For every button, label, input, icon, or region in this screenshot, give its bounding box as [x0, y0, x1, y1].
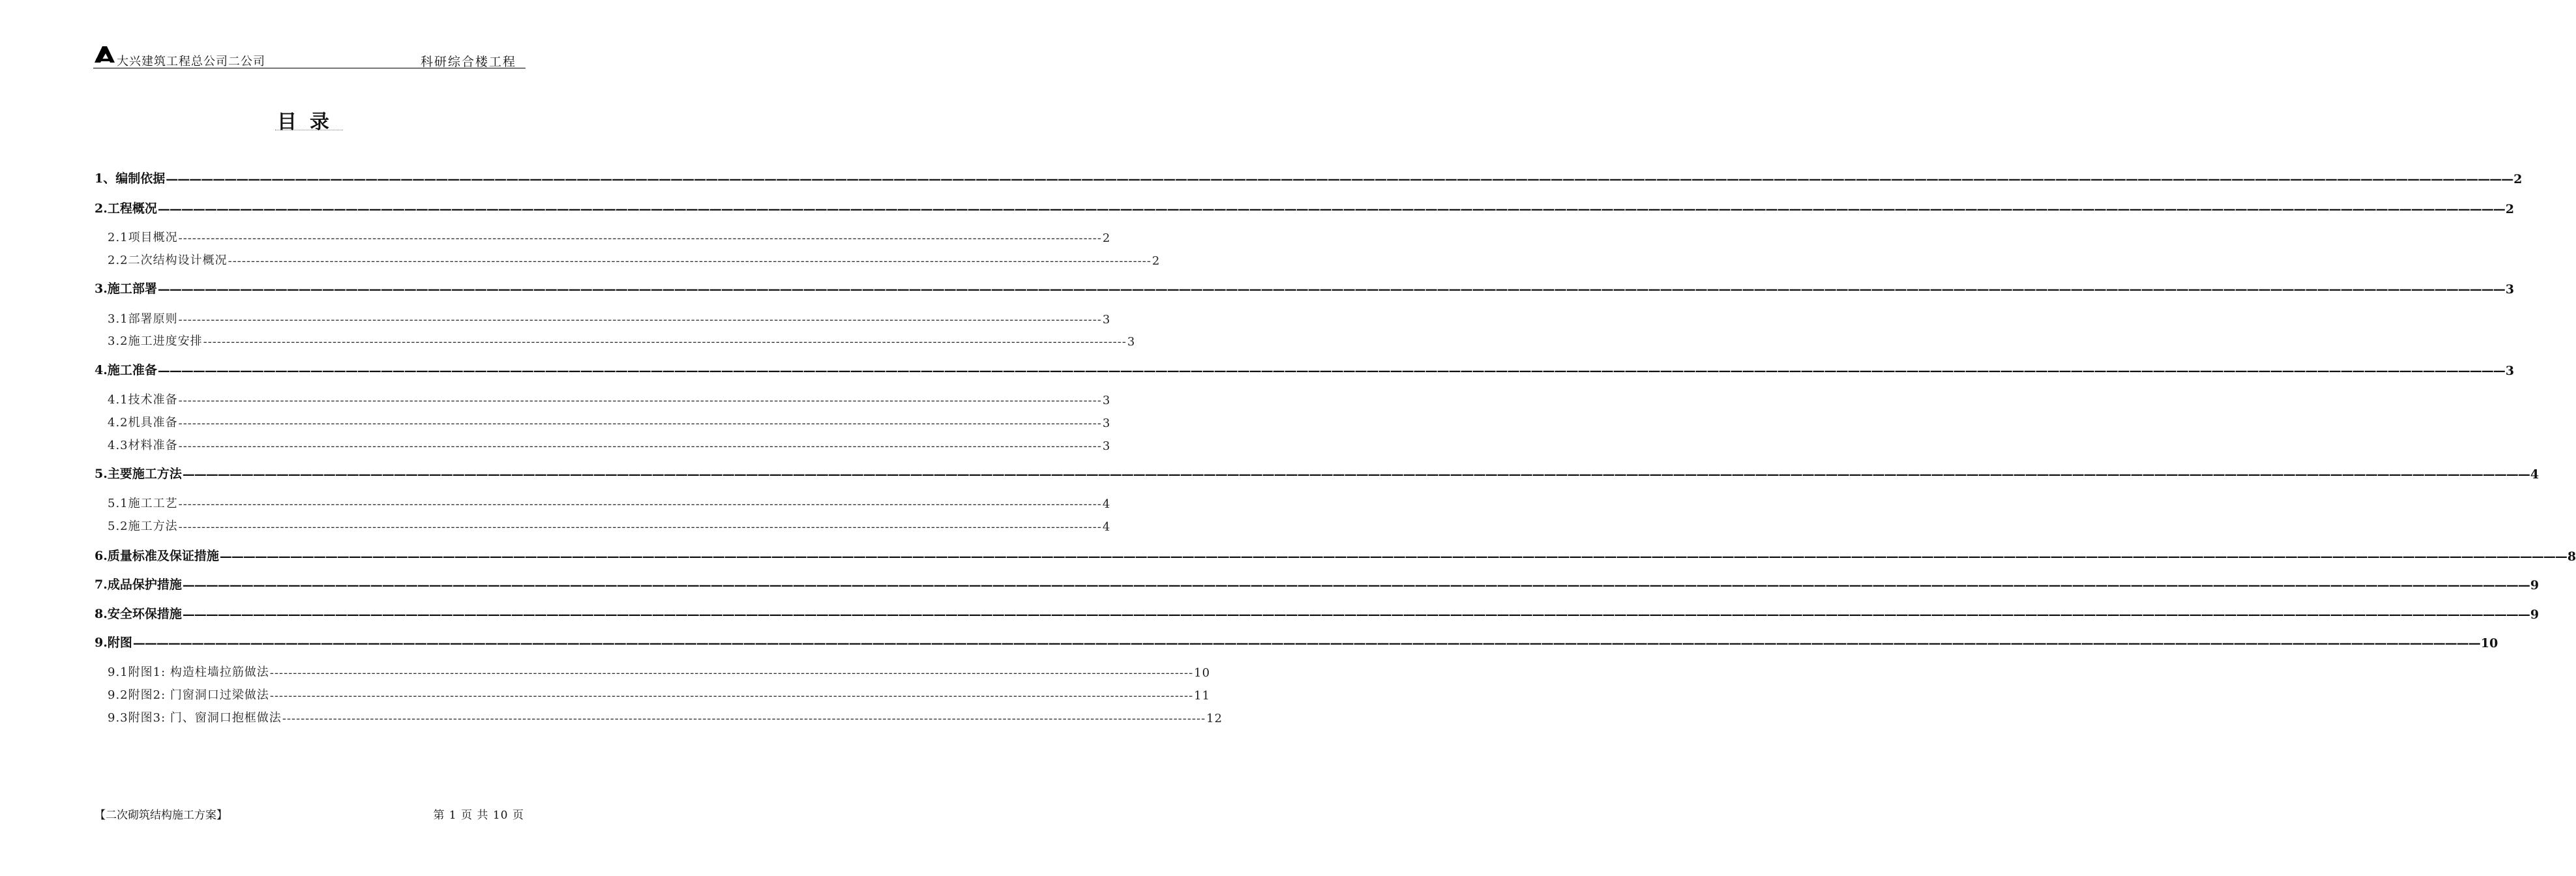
- toc-dot-leader: ————————————————————————————————————————————————————————————————————————————————————————————————————————————————————————————————————————————————————————————————————————————————————————————————————————: [166, 172, 2513, 186]
- toc-dot-leader: --------------------------------------------------------------------------------------------------------------------------------------------------------------------------------------------------------: [178, 497, 1103, 511]
- toc-entry[interactable]: [108, 227, 1111, 245]
- toc-dot-leader: ————————————————————————————————————————————————————————————————————————————————————————————————————————————————————————————————————————————————————————————————————————————————————————————————————————: [132, 636, 2480, 650]
- toc-entry[interactable]: [95, 360, 2515, 378]
- toc-entry[interactable]: [95, 604, 2539, 622]
- toc-dot-leader: --------------------------------------------------------------------------------------------------------------------------------------------------------------------------------------------------------: [178, 439, 1103, 453]
- toc-dot-leader: ————————————————————————————————————————————————————————————————————————————————————————————————————————————————————————————————————————————————————————————————————————————————————————————————————————: [157, 202, 2505, 216]
- toc-entry[interactable]: [95, 278, 2515, 297]
- footer-document-name: 【二次砌筑结构施工方案】: [95, 809, 228, 822]
- toc-dot-leader: --------------------------------------------------------------------------------------------------------------------------------------------------------------------------------------------------------: [269, 689, 1194, 703]
- toc-entry-page-number: 2: [2505, 202, 2515, 216]
- toc-dot-leader: --------------------------------------------------------------------------------------------------------------------------------------------------------------------------------------------------------: [178, 231, 1103, 245]
- toc-entry-page-number: 8: [2567, 549, 2576, 564]
- toc-entry-page-number: 12: [1206, 712, 1223, 725]
- toc-entry-label: 4.3材料准备: [108, 439, 178, 452]
- toc-entry[interactable]: [95, 198, 2515, 216]
- toc-entry-label: 8.安全环保措施: [95, 607, 182, 621]
- toc-dot-leader: ————————————————————————————————————————————————————————————————————————————————————————————————————————————————————————————————————————————————————————————————————————————————————————————————————————: [182, 607, 2530, 622]
- toc-dot-leader: --------------------------------------------------------------------------------------------------------------------------------------------------------------------------------------------------------: [178, 416, 1103, 430]
- toc-entry-label: 9.附图: [95, 635, 132, 650]
- toc-entry-label: 6.质量标准及保证措施: [95, 549, 219, 563]
- toc-entry[interactable]: [108, 308, 1111, 327]
- toc-dot-leader: ————————————————————————————————————————————————————————————————————————————————————————————————————————————————————————————————————————————————————————————————————————————————————————————————————————: [182, 578, 2530, 592]
- toc-entry-label: 7.成品保护措施: [95, 577, 182, 592]
- toc-entry-page-number: 4: [2530, 467, 2539, 482]
- toc-entry-label: 4.1技术准备: [108, 393, 178, 407]
- toc-entry-label: 9.3附图3: 门、窗洞口抱框做法: [108, 711, 282, 725]
- toc-entry[interactable]: [108, 707, 1223, 725]
- company-name: 大兴建筑工程总公司二公司: [117, 55, 265, 68]
- toc-entry-label: 3.1部署原则: [108, 312, 178, 326]
- toc-entry[interactable]: [95, 463, 2539, 482]
- toc-entry[interactable]: [108, 662, 1211, 680]
- toc-entry-label: 9.1附图1: 构造柱墙拉筋做法: [108, 665, 269, 679]
- page-header: [93, 43, 526, 68]
- toc-dot-leader: ————————————————————————————————————————————————————————————————————————————————————————————————————————————————————————————————————————————————————————————————————————————————————————————————————————: [182, 467, 2530, 482]
- toc-entry[interactable]: [108, 389, 1111, 407]
- toc-entry[interactable]: [108, 493, 1111, 511]
- toc-entry-page-number: 2: [1103, 231, 1111, 245]
- toc-entry[interactable]: [95, 168, 2523, 186]
- toc-entry-page-number: 2: [1152, 254, 1161, 268]
- toc-dot-leader: --------------------------------------------------------------------------------------------------------------------------------------------------------------------------------------------------------: [282, 712, 1206, 725]
- toc-entry-page-number: 3: [1103, 416, 1111, 430]
- toc-entry-page-number: 3: [1103, 313, 1111, 327]
- toc-entry[interactable]: [108, 516, 1111, 534]
- company-logo-icon: [93, 44, 115, 64]
- toc-dot-leader: --------------------------------------------------------------------------------------------------------------------------------------------------------------------------------------------------------: [178, 394, 1103, 407]
- toc-dot-leader: ————————————————————————————————————————————————————————————————————————————————————————————————————————————————————————————————————————————————————————————————————————————————————————————————————————: [157, 364, 2505, 378]
- toc-entry-page-number: 3: [1103, 439, 1111, 453]
- footer-page-info: 第 1 页 共 10 页: [433, 809, 524, 822]
- toc-entry-page-number: 11: [1194, 689, 1211, 703]
- toc-entry[interactable]: [108, 412, 1111, 430]
- page-title: 目录: [277, 111, 342, 134]
- toc-entry[interactable]: [95, 546, 2576, 564]
- toc-entry-page-number: 9: [2530, 578, 2539, 592]
- toc-entry-page-number: 3: [1127, 335, 1136, 349]
- toc-entry-page-number: 3: [2505, 364, 2515, 378]
- toc-entry-page-number: 3: [2505, 282, 2515, 297]
- toc-dot-leader: ————————————————————————————————————————————————————————————————————————————————————————————————————————————————————————————————————————————————————————————————————————————————————————————————————————: [219, 549, 2567, 564]
- toc-entry-label: 3.施工部署: [95, 282, 157, 296]
- toc-entry-label: 5.主要施工方法: [95, 467, 182, 481]
- project-name: 科研综合楼工程: [420, 55, 516, 69]
- toc-dot-leader: --------------------------------------------------------------------------------------------------------------------------------------------------------------------------------------------------------: [228, 254, 1152, 268]
- toc-entry-page-number: 3: [1103, 394, 1111, 407]
- toc-entry-page-number: 4: [1103, 497, 1111, 511]
- toc-entry-page-number: 10: [1194, 666, 1211, 680]
- toc-dot-leader: --------------------------------------------------------------------------------------------------------------------------------------------------------------------------------------------------------: [269, 666, 1194, 680]
- toc-entry-label: 9.2附图2: 门窗洞口过梁做法: [108, 688, 269, 702]
- toc-entry-label: 3.2施工进度安排: [108, 334, 203, 348]
- toc-entry-page-number: 9: [2530, 607, 2539, 622]
- toc-entry[interactable]: [95, 632, 2498, 650]
- toc-entry-label: 5.1施工工艺: [108, 497, 178, 510]
- toc-entry-label: 2.工程概况: [95, 201, 157, 216]
- toc-entry-label: 4.2机具准备: [108, 416, 178, 430]
- toc-dot-leader: ————————————————————————————————————————————————————————————————————————————————————————————————————————————————————————————————————————————————————————————————————————————————————————————————————————: [157, 282, 2505, 297]
- toc-entry-label: 2.1项目概况: [108, 231, 178, 244]
- toc-entry-label: 2.2二次结构设计概况: [108, 254, 228, 267]
- toc-entry-label: 4.施工准备: [95, 363, 157, 377]
- toc-dot-leader: --------------------------------------------------------------------------------------------------------------------------------------------------------------------------------------------------------: [178, 313, 1103, 327]
- toc-dot-leader: --------------------------------------------------------------------------------------------------------------------------------------------------------------------------------------------------------: [203, 335, 1127, 349]
- toc-entry[interactable]: [108, 250, 1161, 268]
- toc-entry[interactable]: [108, 330, 1136, 349]
- toc-entry-label: 1、编制依据: [95, 171, 166, 186]
- toc-entry-page-number: 2: [2513, 172, 2523, 186]
- toc-entry-page-number: 4: [1103, 520, 1111, 534]
- toc-entry[interactable]: [108, 435, 1111, 453]
- toc-dot-leader: --------------------------------------------------------------------------------------------------------------------------------------------------------------------------------------------------------: [178, 520, 1103, 534]
- toc-entry[interactable]: [108, 684, 1211, 703]
- toc-entry[interactable]: [95, 574, 2539, 592]
- toc-entry-label: 5.2施工方法: [108, 519, 178, 533]
- toc-entry-page-number: 10: [2480, 636, 2498, 650]
